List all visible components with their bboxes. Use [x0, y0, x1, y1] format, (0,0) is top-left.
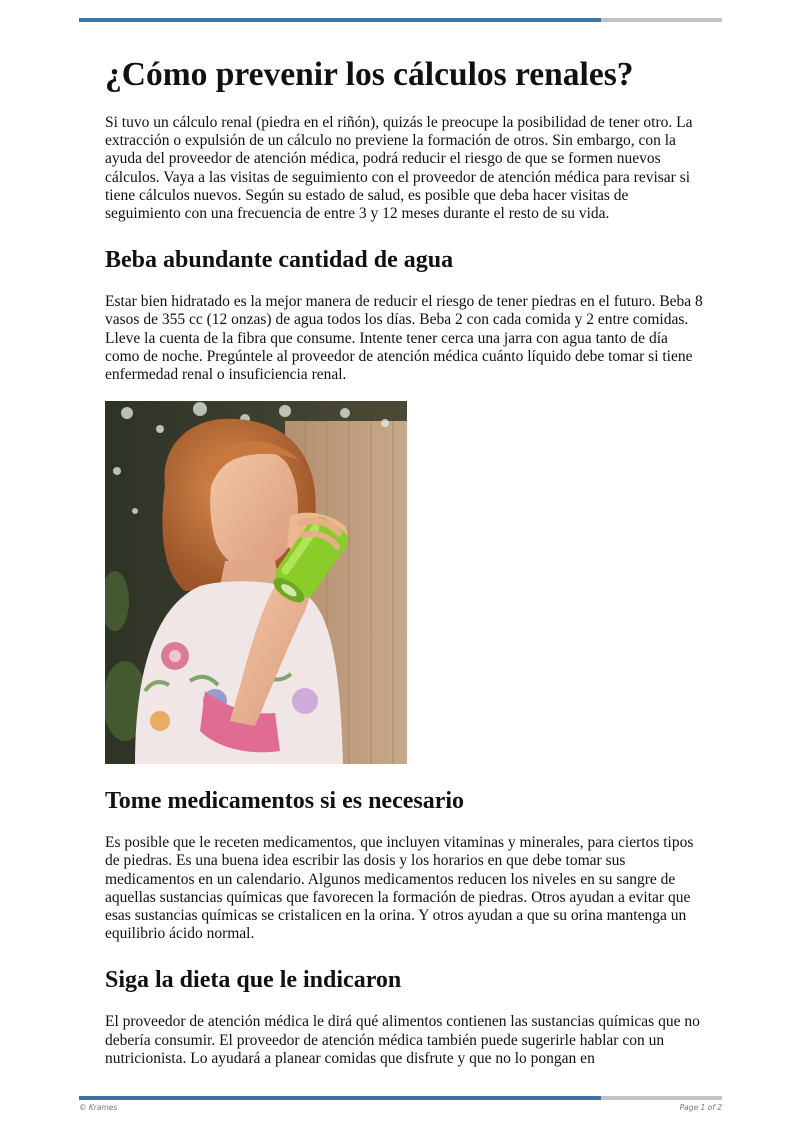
section-heading-diet: Siga la dieta que le indicaron [105, 967, 402, 994]
section-heading-medications: Tome medicamentos si es necesario [105, 788, 465, 815]
section-body-water: Estar bien hidratado es la mejor manera de reducir el riesgo de tener piedras en el futuro. Beba 8 vasos de 355 cc (12 onzas) de agua todos los días. Beba 2 con cada comida y 2 entre comidas. Lleve la cuenta de la fibra que consume. Intente tener cerca una jarra con agua tanto de día como de noche. Pregúntele al proveedor de atención médica cuánto líquido debe tomar si tiene enfermedad renal o insuficiencia renal. [105, 293, 703, 384]
woman-drinking-water-photo [105, 401, 407, 764]
header-rule [79, 18, 722, 22]
section-body-diet: El proveedor de atención médica le dirá qué alimentos contienen las sustancias químicas que no debería consumir. El proveedor de atención médica también puede sugerirle hablar con un nutricionista. Lo ayudará a planear comidas que disfrute y que no lo pongan en [105, 1013, 700, 1067]
footer-page-number: Page 1 of 2 [679, 1103, 722, 1112]
header-rule-gray [601, 18, 722, 22]
footer-rule-accent [79, 1096, 601, 1100]
page-title: ¿Cómo prevenir los cálculos renales? [105, 56, 634, 93]
intro-paragraph: Si tuvo un cálculo renal (piedra en el riñón), quizás le preocupe la posibilidad de tener otro. La extracción o expulsión de un cálculo no previene la formación de otros. Sin embargo, con la ayuda del proveedor de atención médica, podrá reducir el riesgo de que se formen nuevos cálculos. Vaya a las visitas de seguimiento con el proveedor de atención médica para revisar si tiene cálculos nuevos. Según su estado de salud, es posible que deba hacer visitas de seguimiento con una frecuencia de entre 3 y 12 meses durante el resto de su vida. [105, 114, 693, 223]
section-body-medications: Es posible que le receten medicamentos, que incluyen vitaminas y minerales, para ciertos tipos de piedras. Es una buena idea escribir las dosis y los horarios en que debe tomar sus medicamentos en un calendario. Algunos medicamentos reducen los niveles en su sangre de aquellas sustancias químicas que favorecen la formación de piedras. Otros ayudan a evitar que esas sustancias químicas se cristalicen en la orina. Y otros ayudan a que su orina mantenga un equilibrio ácido normal. [105, 834, 694, 943]
section-heading-water: Beba abundante cantidad de agua [105, 247, 454, 274]
footer-copyright: © Krames [79, 1103, 118, 1112]
footer-rule [79, 1096, 722, 1100]
footer-rule-gray [601, 1096, 722, 1100]
document-body [105, 52, 705, 1068]
header-rule-accent [79, 18, 601, 22]
